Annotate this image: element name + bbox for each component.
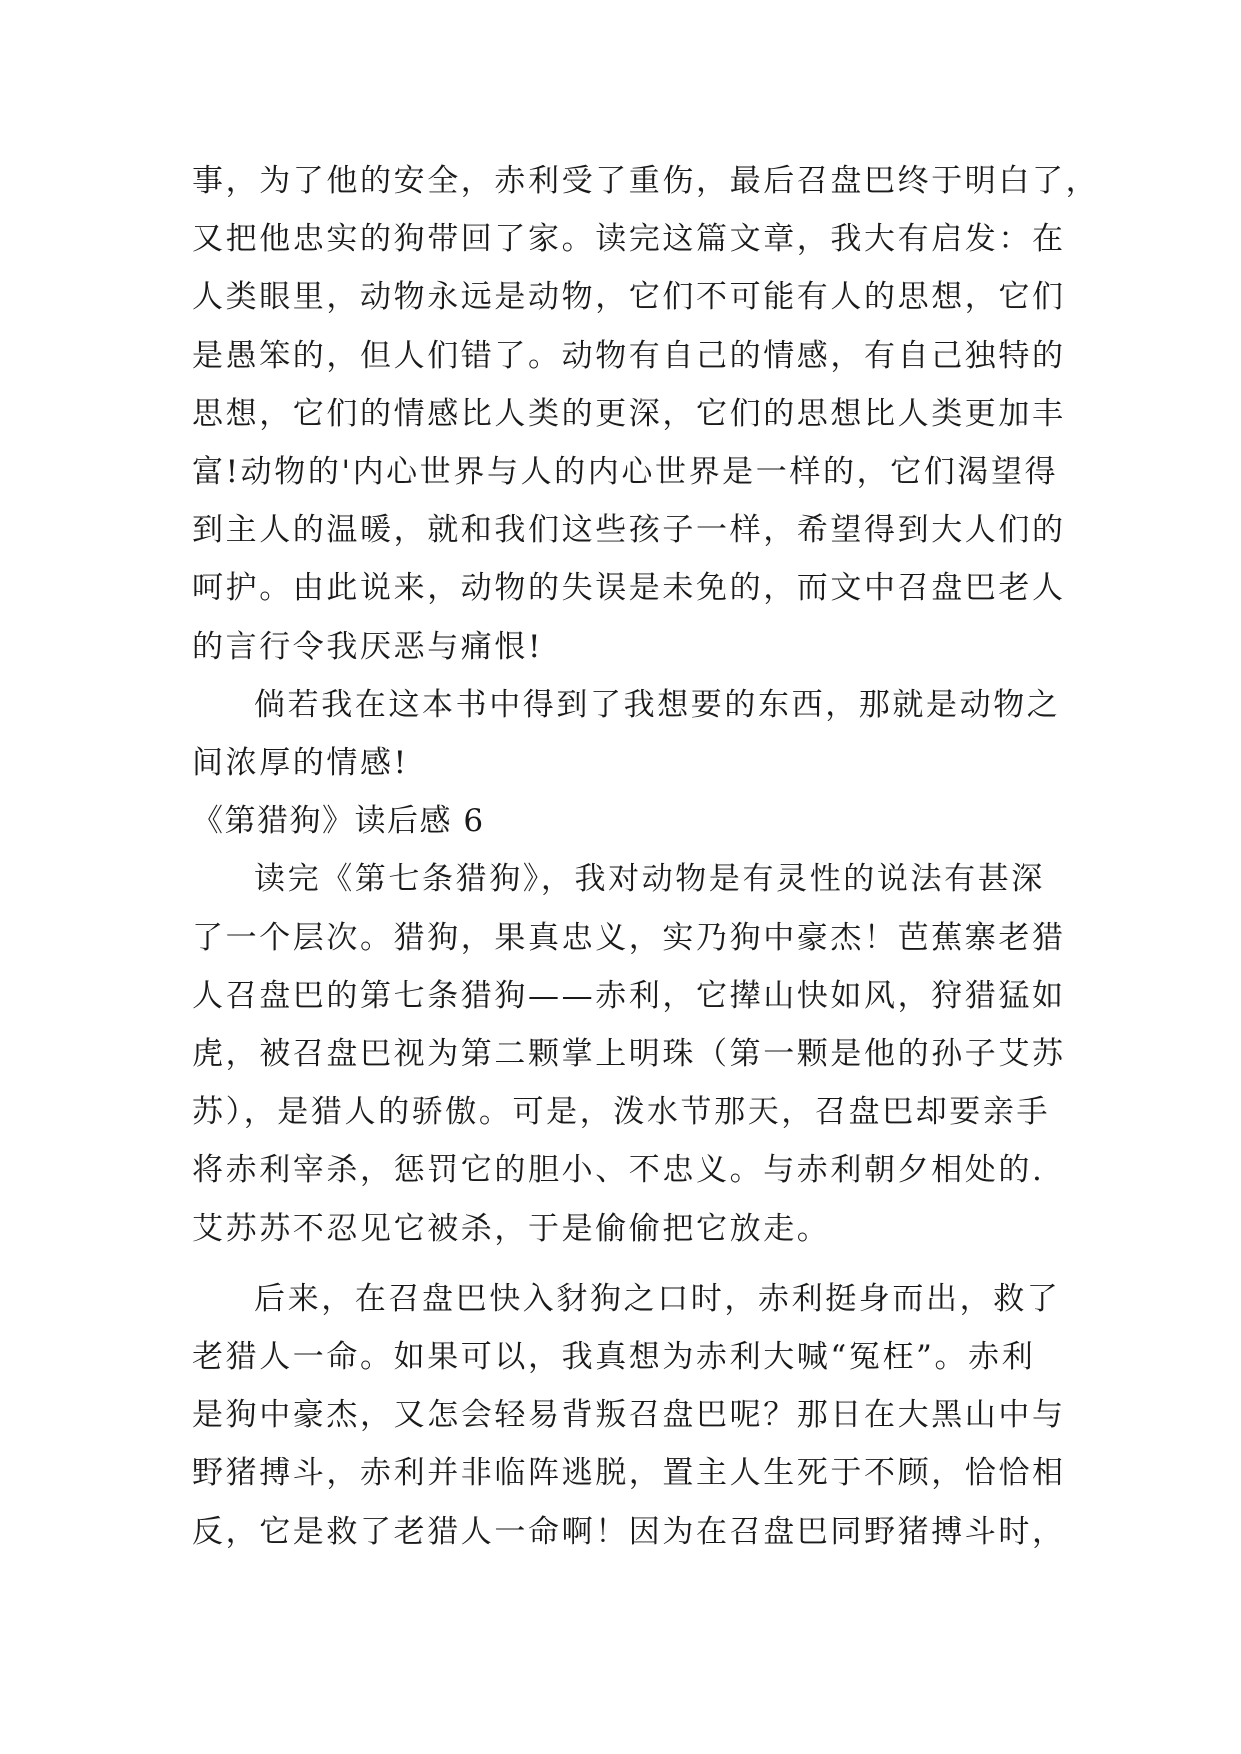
paragraph-3 [192,850,1066,1257]
text-line: 的言行令我厌恶与痛恨! [192,628,544,665]
text-line: 了一个层次。猎狗，果真忠义，实乃狗中豪杰！芭蕉寨老猎 [192,919,1066,956]
text-line: 老猎人一命。如果可以，我真想为赤利大喊“冤枉”。赤利 [192,1339,1036,1376]
text-line: 人类眼里，动物永远是动物，它们不可能有人的思想，它们 [192,279,1066,316]
text-line: 倘若我在这本书中得到了我想要的东西，那就是动物之 [254,686,1061,723]
text-line: 间浓厚的情感! [192,745,409,782]
text-line: 虎，被召盘巴视为第二颗掌上明珠（第一颗是他的孙子艾苏 [192,1036,1066,1073]
text-line: 思想，它们的情感比人类的更深，它们的思想比人类更加丰 [192,395,1066,432]
paragraph-4 [192,1270,1066,1561]
text-line: 艾苏苏不忍见它被杀，于是偷偷把它放走。 [192,1210,831,1247]
document-page [192,152,1100,1561]
text-line: 到主人的温暖，就和我们这些孩子一样，希望得到大人们的 [192,512,1066,549]
paragraph-2 [192,676,1061,792]
text-line: 野猪搏斗，赤利并非临阵逃脱，置主人生死于不顾，恰恰相 [192,1455,1066,1492]
text-line: 读完《第七条猎狗》，我对动物是有灵性的说法有甚深 [254,861,1045,898]
text-line: 后来，在召盘巴快入豺狗之口时，赤利挺身而出，救了 [254,1280,1061,1317]
text-line: 人召盘巴的第七条猎狗——赤利，它撵山快如风，狩猎猛如 [192,977,1066,1014]
text-line: 将赤利宰杀，惩罚它的胆小、不忠义。与赤利朝夕相处的. [192,1152,1045,1189]
text-line: 呵护。由此说来，动物的失误是未免的，而文中召盘巴老人 [192,570,1066,607]
text-line: 是愚笨的，但人们错了。动物有自己的情感，有自己独特的 [192,337,1066,374]
text-line: 反，它是救了老猎人一命啊！因为在召盘巴同野猪搏斗时， [192,1513,1066,1550]
paragraph-1 [192,152,1100,676]
heading-text: 《第猎狗》读后感 6 [192,803,485,840]
section-heading [192,792,1052,850]
text-line: 苏），是猎人的骄傲。可是，泼水节那天，召盘巴却要亲手 [192,1094,1051,1131]
text-line: 又把他忠实的狗带回了家。读完这篇文章，我大有启发：在 [192,221,1066,258]
text-line: 是狗中豪杰，又怎会轻易背叛召盘巴呢？那日在大黑山中与 [192,1397,1066,1434]
text-line: 富!动物的'内心世界与人的内心世界是一样的，它们渴望得 [192,454,1059,491]
text-line: 事，为了他的安全，赤利受了重伤，最后召盘巴终于明白了， [192,163,1100,199]
